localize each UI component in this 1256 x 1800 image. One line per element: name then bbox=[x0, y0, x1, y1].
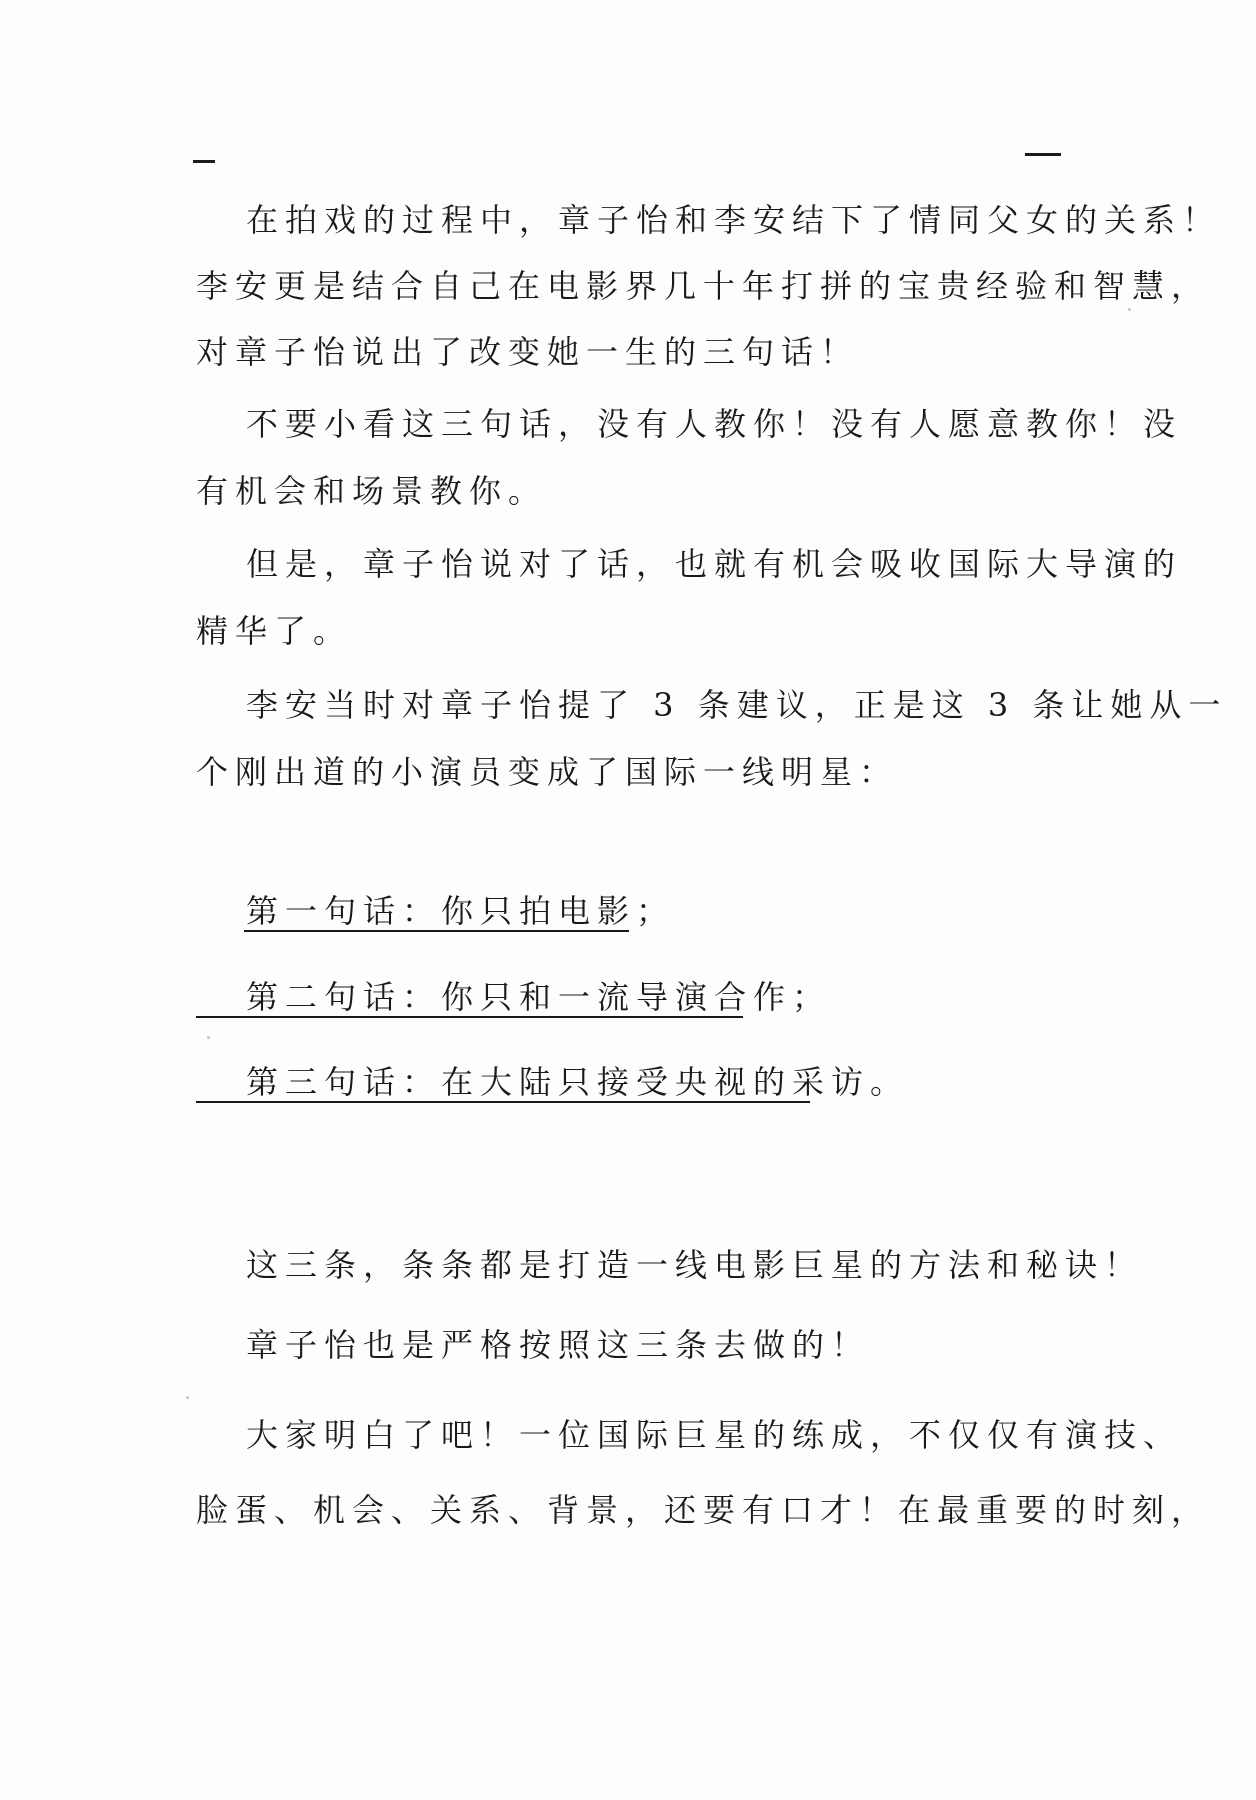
sentence-1-underline bbox=[244, 930, 629, 932]
closing-3-line-2: 脸蛋、机会、关系、背景，还要有口才！在最重要的时刻， bbox=[196, 1491, 1211, 1529]
sentence-2-underline bbox=[196, 1016, 743, 1018]
paragraph-4-line-2: 个刚出道的小演员变成了国际一线明星： bbox=[196, 753, 899, 791]
scan-speck bbox=[1128, 308, 1131, 311]
closing-1-line-1: 这三条，条条都是打造一线电影巨星的方法和秘诀！ bbox=[246, 1246, 1144, 1284]
scan-speck bbox=[207, 1036, 210, 1039]
closing-3-line-1: 大家明白了吧！一位国际巨星的练成，不仅仅有演技、 bbox=[246, 1416, 1183, 1454]
paragraph-2-line-1: 不要小看这三句话，没有人教你！没有人愿意教你！没 bbox=[246, 405, 1183, 443]
paragraph-2-line-2: 有机会和场景教你。 bbox=[196, 472, 548, 510]
header-dash-left bbox=[193, 160, 215, 163]
sentence-2: 第二句话：你只和一流导演合作； bbox=[246, 978, 832, 1016]
sentence-3-underline bbox=[196, 1101, 810, 1103]
sentence-3: 第三句话：在大陆只接受央视的采访。 bbox=[246, 1063, 910, 1101]
paragraph-1-line-2: 李安更是结合自己在电影界几十年打拼的宝贵经验和智慧， bbox=[196, 267, 1211, 305]
paragraph-3-line-1: 但是，章子怡说对了话，也就有机会吸收国际大导演的 bbox=[246, 545, 1183, 583]
paragraph-3-line-2: 精华了。 bbox=[196, 612, 353, 650]
paragraph-4-line-1: 李安当时对章子怡提了 3 条建议，正是这 3 条让她从一 bbox=[246, 686, 1228, 724]
scan-speck bbox=[186, 1396, 189, 1399]
sentence-1: 第一句话：你只拍电影； bbox=[246, 892, 676, 930]
paragraph-1-line-1: 在拍戏的过程中，章子怡和李安结下了情同父女的关系！ bbox=[246, 201, 1222, 239]
paragraph-1-line-3: 对章子怡说出了改变她一生的三句话！ bbox=[196, 333, 860, 371]
header-dash-right bbox=[1025, 153, 1061, 156]
closing-2-line-1: 章子怡也是严格按照这三条去做的！ bbox=[246, 1326, 871, 1364]
